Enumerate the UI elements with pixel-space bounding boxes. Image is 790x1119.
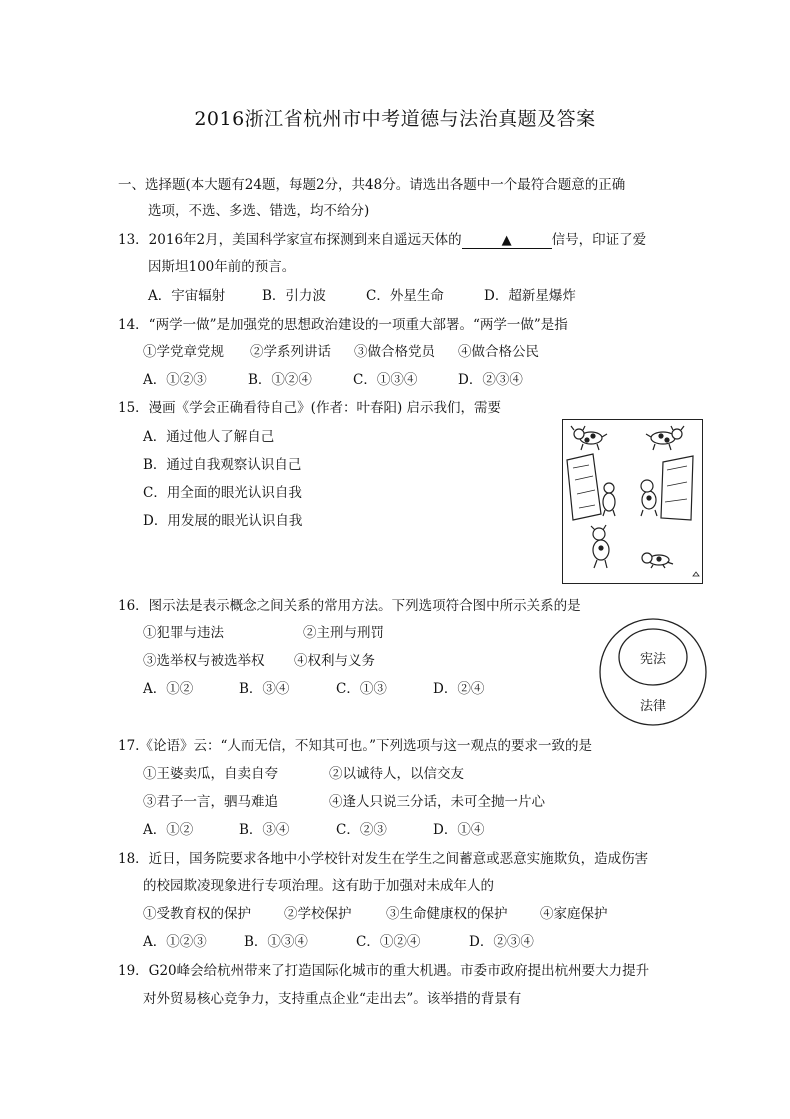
q17-option-d: D．①④: [433, 822, 485, 838]
q18-items: [143, 902, 608, 922]
q17-item-2: ②以诚待人，以信交友: [329, 766, 464, 782]
dog-figure-3: [591, 525, 609, 568]
triangle-marker-icon: ▲: [501, 233, 512, 248]
q15-stem: 15．漫画《学会正确看待自己》(作者：叶春阳) 启示我们，需要: [118, 400, 502, 416]
mirror-right: [641, 456, 693, 520]
q14-item-2: ②学系列讲话: [250, 344, 331, 360]
dog-figure-4: [642, 553, 673, 568]
venn-inner-label: 宪法: [639, 652, 666, 667]
q14-item-4: ④做合格公民: [458, 344, 539, 360]
q16-item-1: ①犯罪与违法: [143, 625, 224, 641]
q17-option-b: B．③④: [239, 822, 290, 838]
q18-option-b: B．①③④: [244, 934, 308, 950]
venn-diagram: [598, 617, 708, 727]
q16-items-row1: [143, 621, 384, 641]
q15-option-b: B．通过自我观察认识自己: [143, 457, 302, 473]
q16-option-a: A．①②: [143, 681, 194, 697]
q19-stem-cont: 对外贸易核心竞争力，支持重点企业“走出去”。该举措的背景有: [143, 991, 522, 1007]
q17-items-row2: [143, 790, 545, 810]
q18-stem-cont: 的校园欺凌现象进行专项治理。这有助于加强对未成年人的: [143, 878, 494, 894]
q18-option-c: C．①②④: [356, 934, 421, 950]
q18-item-2: ②学校保护: [284, 906, 352, 922]
q17-stem: 17.《论语》云：“人而无信，不知其可也。”下列选项与这一观点的要求一致的是: [118, 738, 593, 754]
q18-item-1: ①受教育权的保护: [143, 906, 251, 922]
q16-item-4: ④权利与义务: [294, 653, 375, 669]
q14-item-3: ③做合格党员: [354, 344, 435, 360]
dog-figure-1: [571, 426, 607, 450]
q19-stem: 19．G20峰会给杭州带来了打造国际化城市的重大机遇。市委市政府提出杭州要大力提升: [118, 963, 650, 979]
q15-option-c: C．用全面的眼光认识自我: [143, 485, 302, 501]
q13-option-d: D．超新星爆炸: [484, 288, 576, 304]
cartoon-dogs-illustration: [563, 420, 701, 582]
q17-option-c: C．②③: [336, 822, 387, 838]
q15-option-a: A．通过他人了解自己: [143, 429, 275, 445]
q14-item-1: ①学党章党规: [143, 344, 224, 360]
q18-stem: 18．近日，国务院要求各地中小学校针对发生在学生之间蓄意或恶意实施欺负，造成伤害: [118, 851, 649, 867]
q18-option-d: D．②③④: [469, 934, 534, 950]
q18-item-4: ④家庭保护: [540, 906, 608, 922]
q13-stem-cont: 因斯坦100年前的预言。: [148, 259, 296, 275]
q13-answer-blank: [462, 232, 552, 249]
q13-option-b: B．引力波: [262, 288, 326, 304]
q14-stem: 14．“两学一做”是加强党的思想政治建设的一项重大部署。“两学一做”是指: [118, 317, 568, 333]
q17-item-3: ③君子一言，驷马难追: [143, 794, 278, 810]
section-heading-line2: 选项，不选、多选、错选，均不给分): [148, 203, 370, 219]
q16-option-d: D．②④: [433, 681, 485, 697]
q16-option-c: C．①③: [336, 681, 387, 697]
mirror-left: [567, 454, 615, 520]
q17-options: [143, 818, 484, 838]
q14-option-a: A．①②③: [143, 372, 207, 388]
q14-items: [143, 340, 539, 360]
q17-option-a: A．①②: [143, 822, 194, 838]
q14-option-c: C．①③④: [353, 372, 418, 388]
q16-stem: 16．图示法是表示概念之间关系的常用方法。下列选项符合图中所示关系的是: [118, 598, 581, 614]
q13-stem-part1: 13．2016年2月，美国科学家宣布探测到来自遥远天体的: [118, 232, 462, 248]
q13-option-a: A．宇宙辐射: [148, 288, 226, 304]
q17-item-1: ①王婆卖瓜，自卖自夸: [143, 766, 278, 782]
q14-option-b: B．①②④: [248, 372, 312, 388]
q13-options: [148, 284, 576, 304]
q16-item-2: ②主刑与刑罚: [303, 625, 384, 641]
q13-stem-part2: 信号，印证了爱: [551, 232, 647, 248]
q13-option-c: C．外星生命: [366, 288, 444, 304]
q18-item-3: ③生命健康权的保护: [386, 906, 508, 922]
dog-figure-2: [646, 426, 684, 450]
q14-option-d: D．②③④: [458, 372, 523, 388]
q16-options: [143, 677, 484, 697]
q15-option-d: D．用发展的眼光认识自我: [143, 513, 303, 529]
q18-option-a: A．①②③: [143, 934, 207, 950]
q16-option-b: B．③④: [239, 681, 290, 697]
page-title: 2016浙江省杭州市中考道德与法治真题及答案: [194, 108, 596, 130]
venn-outer-label: 法律: [639, 699, 666, 714]
q17-item-4: ④逢人只说三分话，未可全抛一片心: [329, 794, 545, 810]
q16-item-3: ③选举权与被选举权: [143, 653, 265, 669]
q13-stem: [118, 228, 646, 249]
section-heading-line1: 一、选择题(本大题有24题，每题2分，共48分。请选出各题中一个最符合题意的正确: [118, 177, 626, 193]
cartoon-image: [562, 419, 703, 584]
q18-options: [143, 930, 534, 950]
q14-options: [143, 368, 523, 388]
q17-items-row1: [143, 762, 464, 782]
q16-items-row2: [143, 649, 375, 669]
